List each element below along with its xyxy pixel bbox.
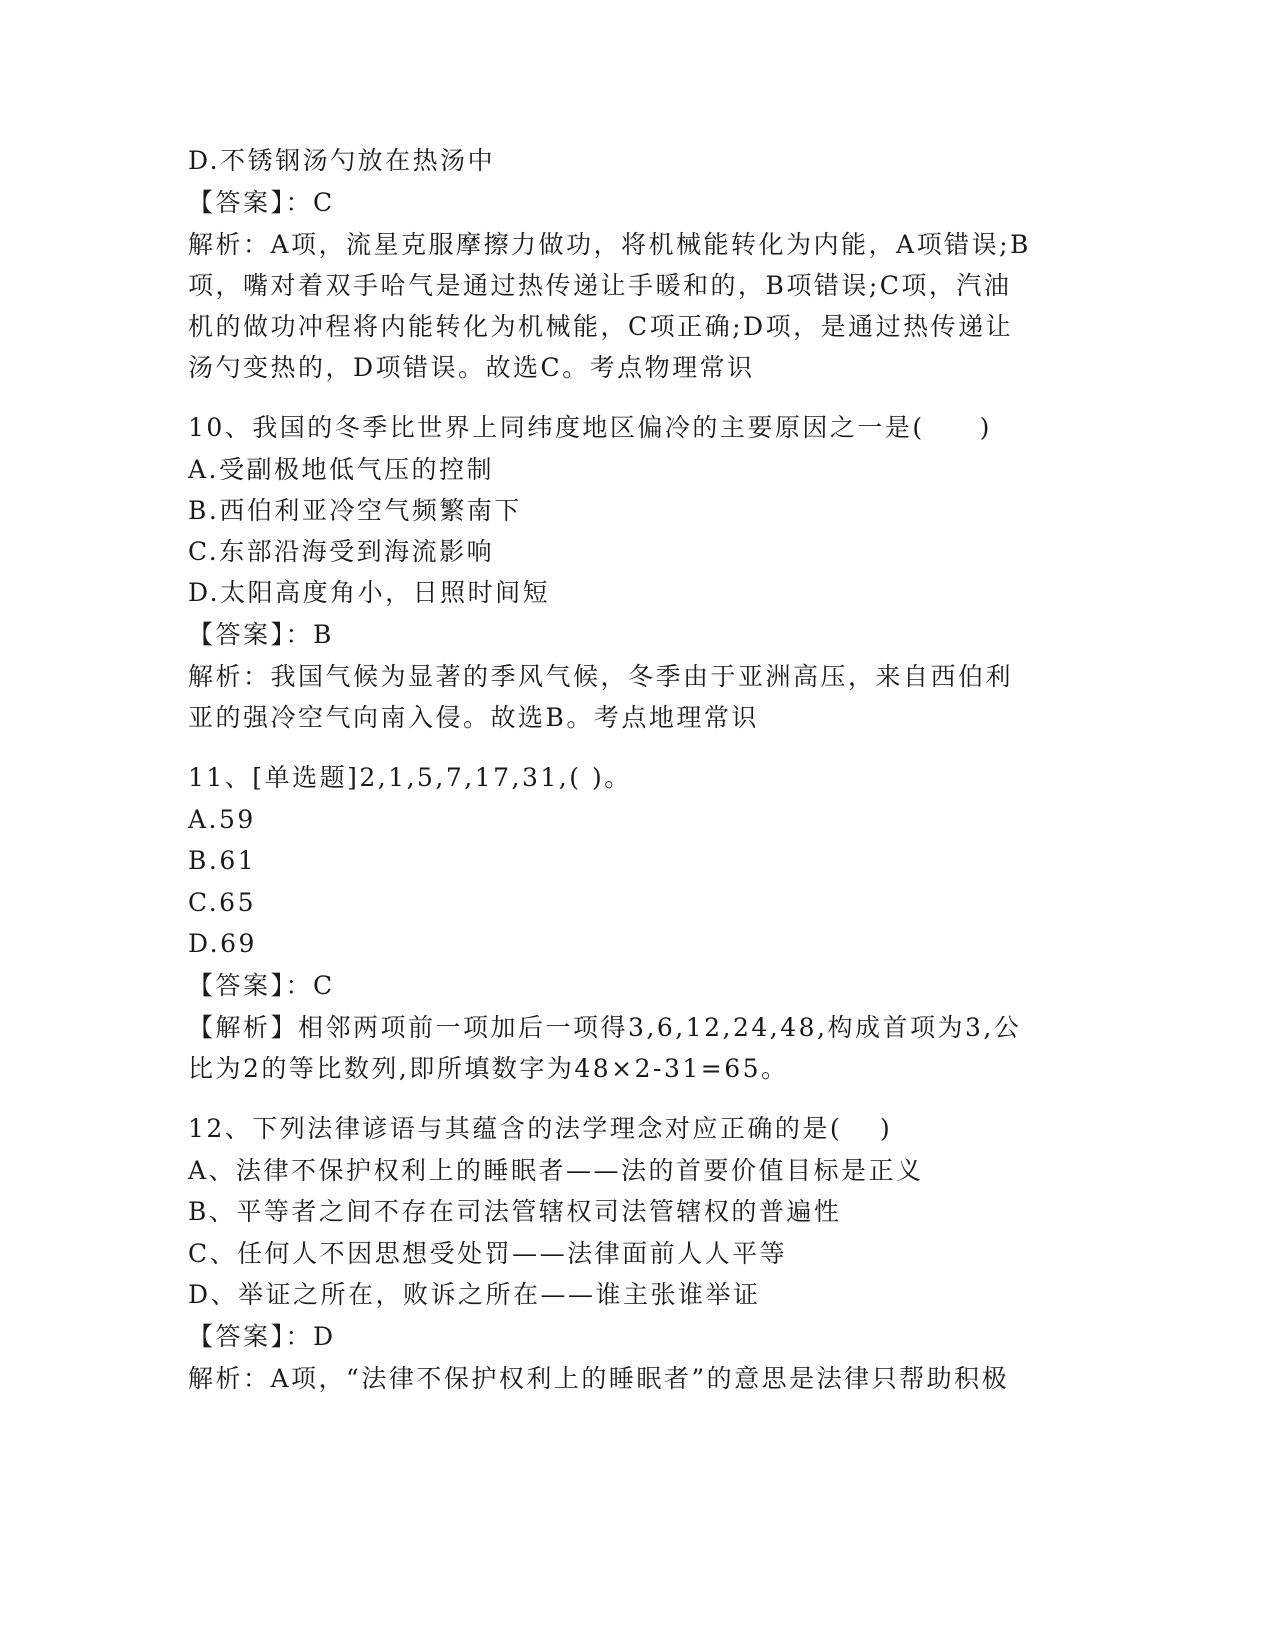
q12-answer: 【答案】：D: [188, 1322, 336, 1351]
q10-analysis-line-1: 解析：我国气候为显著的季风气候，冬季由于亚洲高压，来自西伯利: [188, 662, 1014, 691]
q10-option-a: A.受副极地低气压的控制: [188, 455, 495, 484]
q11-analysis-line-1: 【解析】相邻两项前一项加后一项得3,6,12,24,48,构成首项为3,公: [188, 1013, 1022, 1042]
q9-analysis-line-4: 汤勺变热的，D项错误。故选C。考点物理常识: [188, 353, 755, 382]
q9-answer: 【答案】：C: [188, 188, 335, 217]
q9-option-d: D.不锈钢汤勺放在热汤中: [188, 146, 496, 175]
q9-analysis-line-3: 机的做功冲程将内能转化为机械能，C项正确;D项，是通过热传递让: [188, 312, 1014, 341]
q10-option-b: B.西伯利亚冷空气频繁南下: [188, 496, 522, 525]
q9-analysis-line-1: 解析：A项，流星克服摩擦力做功，将机械能转化为内能，A项错误;B: [188, 230, 1031, 259]
q10-option-c: C.东部沿海受到海流影响: [188, 537, 495, 566]
q10-analysis-line-2: 亚的强冷空气向南入侵。故选B。考点地理常识: [188, 703, 759, 732]
q10-option-d: D.太阳高度角小，日照时间短: [188, 578, 551, 607]
q11-analysis-line-2: 比为2的等比数列,即所填数字为48×2-31=65。: [188, 1054, 789, 1083]
q12-option-a: A、法律不保护权利上的睡眠者——法的首要价值目标是正义: [188, 1156, 924, 1185]
q11-option-c: C.65: [188, 888, 256, 917]
q12-option-b: B、平等者之间不存在司法管辖权司法管辖权的普遍性: [188, 1197, 842, 1226]
q12-stem: 12、下列法律谚语与其蕴含的法学理念对应正确的是( ): [188, 1114, 893, 1143]
q11-stem: 11、[单选题]2,1,5,7,17,31,( )。: [188, 763, 632, 792]
q12-option-d: D、举证之所在，败诉之所在——谁主张谁举证: [188, 1280, 761, 1309]
q11-option-b: B.61: [188, 846, 257, 875]
q9-analysis-line-2: 项，嘴对着双手哈气是通过热传递让手暖和的，B项错误;C项，汽油: [188, 271, 1012, 300]
q10-answer: 【答案】：B: [188, 620, 334, 649]
q11-answer: 【答案】：C: [188, 971, 335, 1000]
q11-option-d: D.69: [188, 929, 257, 958]
q10-stem: 10、我国的冬季比世界上同纬度地区偏冷的主要原因之一是( ): [188, 413, 992, 442]
q12-option-c: C、任何人不因思想受处罚——法律面前人人平等: [188, 1239, 788, 1268]
q12-analysis-line-1: 解析：A项，“法律不保护权利上的睡眠者”的意思是法律只帮助积极: [188, 1364, 1010, 1393]
q11-option-a: A.59: [188, 805, 256, 834]
